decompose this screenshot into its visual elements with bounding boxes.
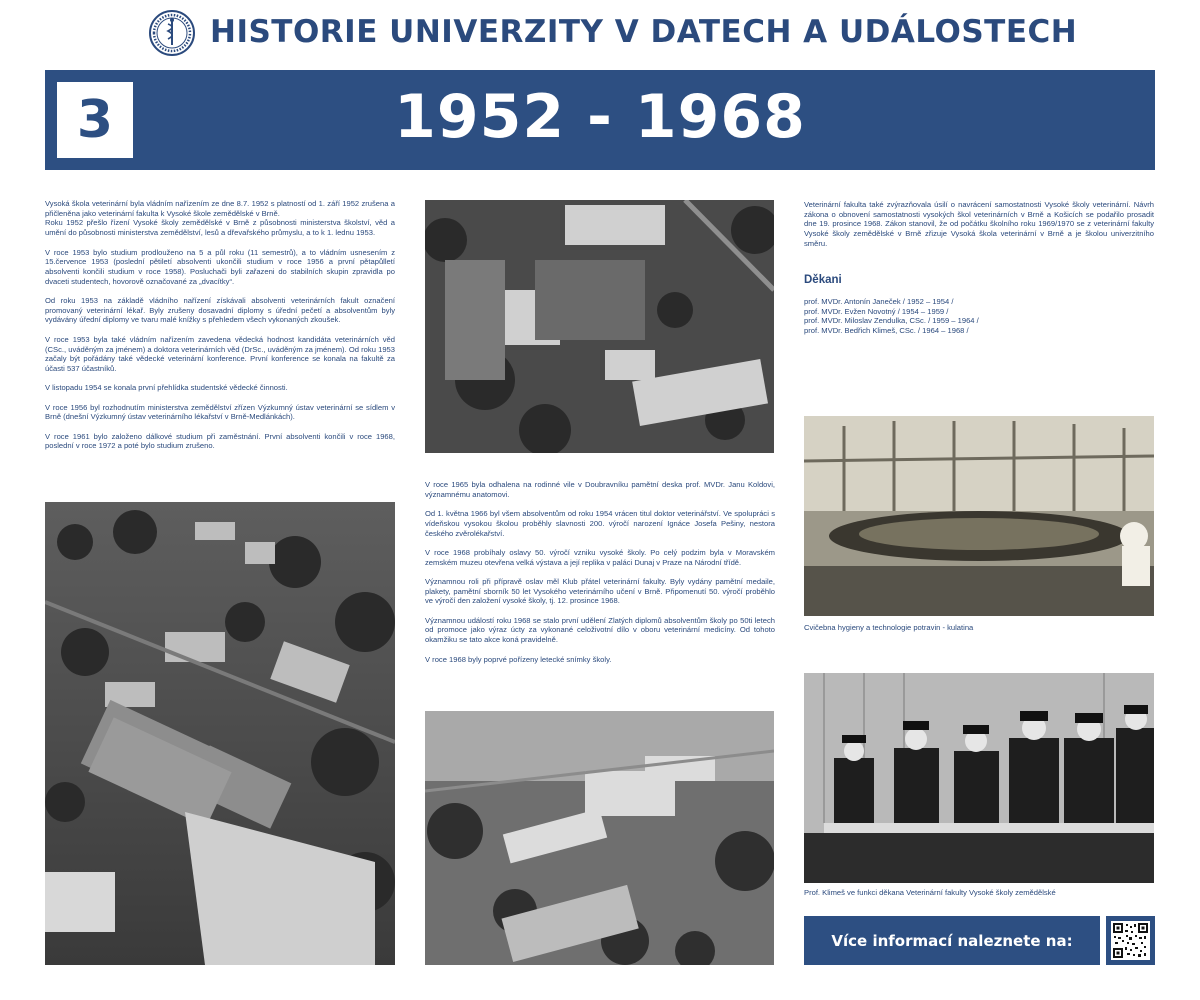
period-banner — [45, 70, 1155, 170]
paragraph: V roce 1968 probíhaly oslavy 50. výročí vzniku vysoké školy. Po celý podzim byla v Moravském zemském muzeu otevřena velká výstava a její replika v paláci Dunaj v Praze na Národní třídě. — [425, 547, 775, 567]
paragraph: V roce 1953 bylo studium prodlouženo na 5 a půl roku (11 semestrů), a to vládním usnesením z 15.července 1953 (poslední pětiletí absolventi ukončili studium v roce 1956 a první pětapůlletí absolventi končili studium v roce 1958). Posluchači byli zařazeni do stabilních skupin zpravidla po dvaceti studentech, hovorově označované za „dvacítky“. — [45, 247, 395, 286]
page-header — [0, 0, 1200, 66]
paragraph: V listopadu 1954 se konala první přehlídka studentské vědecké činnosti. — [45, 383, 288, 393]
middle-column-text — [425, 480, 775, 674]
list-item: prof. MVDr. Evžen Novotný / 1954 – 1959 / — [804, 306, 949, 316]
period-years: 1952 - 1968 — [394, 82, 806, 152]
deans-heading: Děkani — [804, 274, 842, 286]
aerial-photo-campus-3 — [425, 711, 774, 965]
page-title: HISTORIE UNIVERZITY V DATECH A UDÁLOSTECH — [210, 14, 1078, 50]
chapter-number: 3 — [57, 82, 133, 158]
paragraph: V roce 1965 byla odhalena na rodinné vile v Doubravníku pamětní deska prof. MVDr. Janu Koldovi, významnému anatomovi. — [425, 480, 775, 499]
laboratory-photo-caption: Cvičebna hygieny a technologie potravin - kulatina — [804, 623, 974, 632]
right-column-intro: Veterinární fakulta také zvýrazňovala úsilí o navrácení samostatnosti Vysoké školy veterinární. Návrh zákona o obnovení samostatnosti vysokých škol veterinárních v Brně a Košicích se podařilo prosadit dne 19. prosince 1968. Zákon stanovil, že od počátku školního roku 1969/1970 se z veterinární fakulty Vysoké školy zemědělské v Brně zřizuje Vysoká škola veterinární v Brně a je školou univerzitního směru. — [804, 200, 1154, 248]
paragraph: Významnou roli při přípravě oslav měl Klub přátel veterinární fakulty. Byly vydány pamětní medaile, plakety, pamětní sborník 50 let Vysokého veterinárního učení v Brně. Připomenutí 50. výročí proběhlo ve výročí den založení vysoké školy, tj. 12. prosince 1968. — [425, 576, 775, 606]
more-info-box — [804, 916, 1100, 965]
university-seal-icon — [148, 9, 196, 57]
list-item: prof. MVDr. Miloslav Zendulka, CSc. / 1959 – 1964 / — [804, 316, 979, 326]
laboratory-photo — [804, 416, 1154, 616]
deans-list — [804, 297, 979, 336]
paragraph: Vysoká škola veterinární byla vládním nařízením ze dne 8.7. 1952 s platností od 1. září 1952 zrušena a přičleněna jako veterinární fakulta k Vysoké škole zemědělské v Brně. Roku 1952 přešlo řízení Vysoké školy zemědělské v Brně z působnosti ministerstva školství, věd a umění do působnosti ministerstva zemědělství, lesů a dřevařského průmyslu, a to k 1. lednu 1953. — [45, 199, 395, 238]
paragraph: V roce 1953 byla také vládním nařízením zavedena vědecká hodnost kandidáta veterinárních věd (CSc., uváděným za jménem) a doktora veterinárních věd (DrSc., uváděným za jménem). Od roku 1953 začaly být pořádány také vědecké veterinární konference. První konference se konala na fakultě za účasti 537 účastníků. — [45, 334, 395, 373]
list-item: prof. MVDr. Antonín Janeček / 1952 – 1954 / — [804, 297, 954, 306]
paragraph: V roce 1968 byly poprvé pořízeny letecké snímky školy. — [425, 654, 612, 664]
qr-code-icon[interactable] — [1106, 916, 1155, 965]
list-item: prof. MVDr. Bedřich Klimeš, CSc. / 1964 – 1968 / — [804, 326, 969, 336]
left-column-text — [45, 199, 395, 461]
dean-photo-caption: Prof. Klimeš ve funkci děkana Veterinární fakulty Vysoké školy zemědělské — [804, 888, 1056, 897]
paragraph: Od roku 1953 na základě vládního nařízení získávali absolventi veterinárních fakult označení promovaný veterinární lékař. Byly zrušeny dosavadní diplomy s úřední pečetí a absolventům byly vydávány úřední diplomy ve tvaru malé knížky s přehledem všech vykonaných zkoušek. — [45, 296, 395, 325]
paragraph: Od 1. května 1966 byl všem absolventům od roku 1954 vrácen titul doktor veterinářství. Ve spolupráci s vídeňskou vysokou školou proběhly slavnosti 200. výročí narození Ignáce Josefa Pešiny, nestora českého zvěrolékařství. — [425, 509, 775, 538]
aerial-photo-campus-1 — [45, 502, 395, 965]
dean-ceremony-photo — [804, 673, 1154, 883]
aerial-photo-campus-2 — [425, 200, 774, 453]
more-info-label: Více informací naleznete na: — [831, 931, 1073, 950]
paragraph: V roce 1956 byl rozhodnutím ministerstva zemědělství zřízen Výzkumný ústav veterinární se sídlem v Brně (dnešní Výzkumný ústav veterinárního lékařství v Brně-Medlánkách). — [45, 402, 395, 422]
paragraph: V roce 1961 bylo založeno dálkové studium při zaměstnání. První absolventi končili v roce 1968, poslední v roce 1972 a poté bylo studium zrušeno. — [45, 431, 395, 451]
paragraph: Významnou událostí roku 1968 se stalo první udělení Zlatých diplomů absolventům školy po 50ti letech od promoce jako výraz úcty za vykonané celoživotní dílo v oboru veterinární medicíny. Od tohoto okamžiku se tato akce koná pravidelně. — [425, 615, 775, 645]
